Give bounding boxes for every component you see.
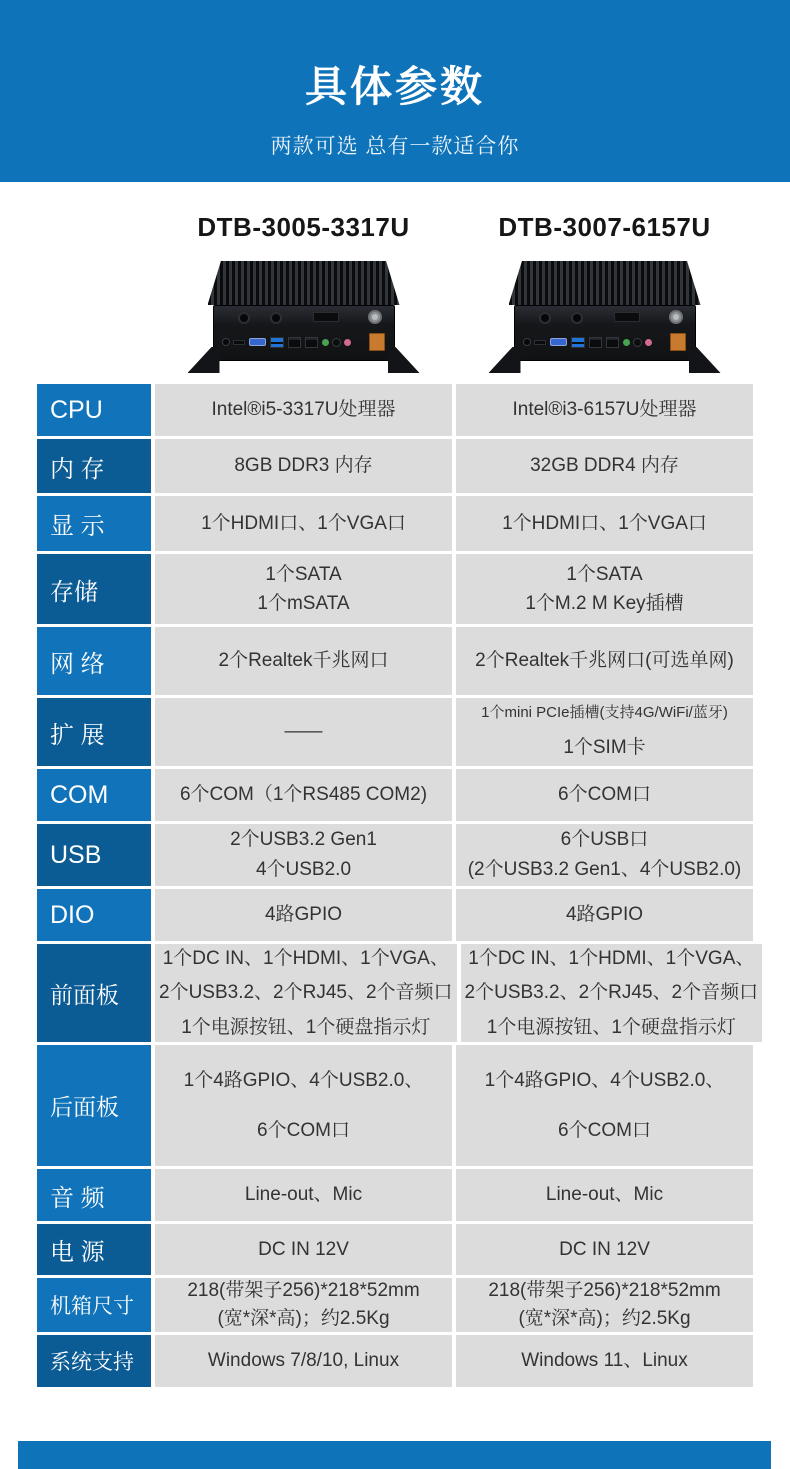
product-card [456,182,753,373]
spec-label-text: COM [50,780,109,809]
product-model-title: DTB-3005-3317U [197,212,410,242]
spec-cell-display-col2 [456,496,753,551]
spec-row-os-support [37,1335,753,1387]
page-subtitle: 两款可选 总有一款适合你 [270,135,520,158]
spec-row-memory [37,439,753,493]
spec-label-text: USB [50,840,102,869]
antenna-hole [272,314,280,322]
spec-cell-com-col1 [155,769,452,821]
spec-cell-os-support-col1 [155,1335,452,1387]
product-photo [186,261,422,373]
front-io-panel [520,329,690,355]
dc-jack [223,339,229,345]
spec-label-usb [37,824,151,886]
spec-cell-display-col1 [155,496,452,551]
front-io-panel [219,329,389,355]
spec-label-chassis-size [37,1278,151,1332]
audio-jack-green [623,339,630,346]
usb-ports [270,337,284,348]
spec-cell-network-col2 [456,627,753,695]
spec-cell-memory-col2 [456,439,753,493]
spec-cell-audio-col2 [456,1169,753,1221]
spec-label-os-support [37,1335,151,1387]
spec-label-text: 后面板 [50,1094,119,1120]
pc-chassis [213,305,395,361]
mounting-ear [188,347,220,373]
spec-cell-expansion-col1 [155,698,452,766]
spec-row-audio [37,1169,753,1221]
spec-cell-usb-col1 [155,824,452,886]
spec-cell-rear-panel-col2 [456,1045,753,1166]
spec-cell-front-panel-col2 [461,944,763,1042]
spec-value-line: 1个SATA [265,563,342,585]
spec-cell-dio-col1 [155,889,452,941]
usb-ports [571,337,585,348]
spec-cell-usb-col2 [456,824,753,886]
spec-cell-cpu-col1 [155,384,452,436]
spec-value-line: Windows 7/8/10, Linux [207,1350,400,1372]
spec-value-line: 6个COM口 [257,1119,350,1141]
spec-label-audio [37,1169,151,1221]
spec-row-rear-panel [37,1045,753,1166]
spec-value-line: 1个mSATA [257,592,350,614]
spec-value-line: 6个COM口 [558,784,651,806]
antenna-hole [573,314,581,322]
spec-row-com [37,769,753,821]
spec-label-rear-panel [37,1045,151,1166]
spec-label-text: 音 频 [50,1184,105,1212]
spec-value-line: 2个Realtek千兆网口 [218,650,389,672]
pc-chassis [514,305,696,361]
audio-jack-black [634,339,641,346]
mounting-ear [689,347,721,373]
spec-value-line: DC IN 12V [559,1238,650,1260]
spec-label-front-panel [37,944,151,1042]
product-columns [0,182,790,373]
audio-jack-pink [344,339,351,346]
spec-label-power [37,1224,151,1275]
rj45-port [606,337,619,348]
heatsink-fins [208,261,400,305]
spec-row-cpu [37,384,753,436]
rj45-port [589,337,602,348]
spec-label-text: DIO [50,900,95,929]
spec-value-line: 2个Realtek千兆网口(可选单网) [475,650,734,672]
spec-cell-cpu-col2 [456,384,753,436]
antenna-connector [368,310,382,324]
spec-label-text: CPU [50,395,103,424]
vga-port [249,338,266,346]
spec-value-line: Line-out、Mic [244,1184,363,1206]
spec-value-line: 4个USB2.0 [255,859,352,880]
spec-value-line: 1个4路GPIO、4个USB2.0、 [183,1069,424,1091]
spec-cell-network-col1 [155,627,452,695]
spec-label-dio [37,889,151,941]
audio-jack-green [322,339,329,346]
spec-label-text: 扩 展 [50,721,105,749]
spec-cell-expansion-col2 [456,698,753,766]
audio-jack-black [333,339,340,346]
spec-cell-com-col2 [456,769,753,821]
spec-cell-storage-col1 [155,554,452,624]
spec-value-line: —— [284,721,323,743]
spec-label-expansion [37,698,151,766]
spec-value-line: 1个电源按钮、1个硬盘指示灯 [181,1016,431,1038]
spec-row-storage [37,554,753,624]
spec-value-line: Intel®i3-6157U处理器 [512,399,697,421]
spec-row-dio [37,889,753,941]
spec-value-line: 6个USB口 [560,829,649,851]
spec-label-cpu [37,384,151,436]
spec-value-line: 1个mini PCIe插槽(支持4G/WiFi/蓝牙) [481,704,728,722]
spec-value-line: 6个COM口 [558,1119,651,1141]
spec-label-text: 电 源 [50,1239,105,1266]
spec-cell-storage-col2 [456,554,753,624]
hdmi-port [534,340,546,345]
spec-row-chassis-size [37,1278,753,1332]
spec-label-text: 显 示 [50,513,105,540]
product-card [155,182,452,373]
spec-value-line: (宽*深*高)；约2.5Kg [217,1308,390,1329]
spec-label-network [37,627,151,695]
spec-row-display [37,496,753,551]
spec-cell-rear-panel-col1 [155,1045,452,1166]
spec-value-line: 1个DC IN、1个HDMI、1个VGA、 [468,947,755,969]
spec-value-line: Intel®i5-3317U处理器 [211,399,396,421]
spec-label-text: 内 存 [50,455,105,483]
vga-port [550,338,567,346]
spec-row-power [37,1224,753,1275]
spec-value-line: Windows 11、Linux [521,1350,688,1372]
spec-value-line: 6个COM（1个RS485 COM2) [179,784,428,806]
spec-cell-memory-col1 [155,439,452,493]
rj45-port [305,337,318,348]
spec-label-storage [37,554,151,624]
antenna-hole [541,314,549,322]
spec-value-line: 1个HDMI口、1个VGA口 [201,512,406,534]
audio-jack-pink [645,339,652,346]
spec-cell-front-panel-col1 [155,944,457,1042]
hdmi-port [233,340,245,345]
spec-value-line: 1个HDMI口、1个VGA口 [502,512,707,534]
spec-cell-chassis-size-col1 [155,1278,452,1332]
spec-value-line: 218(带架子256)*218*52mm [187,1280,420,1302]
spec-value-line: 1个4路GPIO、4个USB2.0、 [484,1069,725,1091]
spec-value-line: 1个电源按钮、1个硬盘指示灯 [486,1016,736,1038]
sim-slot [313,312,339,322]
spec-value-line: DC IN 12V [258,1238,349,1260]
spec-value-line: 1个SATA [566,563,643,585]
spec-value-line: 1个SIM卡 [563,737,646,759]
heatsink-fins [509,261,701,305]
spec-value-line: Line-out、Mic [545,1184,664,1206]
power-button-block [369,333,385,351]
product-photo [487,261,723,373]
power-button-block [670,333,686,351]
spec-value-line: 32GB DDR4 内存 [530,455,679,477]
spec-value-line: (宽*深*高)；约2.5Kg [518,1308,691,1329]
product-model-title: DTB-3007-6157U [498,212,711,242]
mounting-ear [388,347,420,373]
spec-row-network [37,627,753,695]
spec-value-line: 2个USB3.2、2个RJ45、2个音频口 [464,982,759,1004]
rj45-port [288,337,301,348]
spec-value-line: 218(带架子256)*218*52mm [488,1280,721,1302]
spec-cell-os-support-col2 [456,1335,753,1387]
spec-value-line: 1个DC IN、1个HDMI、1个VGA、 [162,947,449,969]
spec-value-line: 4路GPIO [565,904,644,926]
spec-cell-dio-col2 [456,889,753,941]
spec-label-memory [37,439,151,493]
spec-value-line: 2个USB3.2 Gen1 [230,829,377,851]
spec-comparison-table [37,384,759,1387]
footer-accent-bar [18,1441,771,1469]
sim-slot [614,312,640,322]
spec-label-display [37,496,151,551]
spec-cell-audio-col1 [155,1169,452,1221]
spec-row-usb [37,824,753,886]
hero-banner [0,0,790,182]
dc-jack [524,339,530,345]
spec-cell-chassis-size-col2 [456,1278,753,1332]
antenna-connector [669,310,683,324]
spec-row-front-panel [37,944,759,1042]
spec-value-line: 1个M.2 M Key插槽 [525,592,684,614]
spec-value-line: 4路GPIO [264,904,343,926]
spec-cell-power-col1 [155,1224,452,1275]
spec-label-com [37,769,151,821]
spec-label-text: 机箱尺寸 [50,1295,134,1318]
spec-row-expansion [37,698,753,766]
page-title: 具体参数 [304,63,485,110]
spec-label-text: 网 络 [50,650,105,678]
spec-value-line: 2个USB3.2、2个RJ45、2个音频口 [159,982,453,1004]
spec-label-text: 存储 [50,578,98,606]
antenna-hole [240,314,248,322]
spec-value-line: 8GB DDR3 内存 [234,455,373,477]
spec-label-text: 前面板 [50,981,119,1008]
mounting-ear [489,347,521,373]
spec-cell-power-col2 [456,1224,753,1275]
spec-label-text: 系统支持 [50,1351,134,1374]
spec-value-line: (2个USB3.2 Gen1、4个USB2.0) [467,859,742,880]
